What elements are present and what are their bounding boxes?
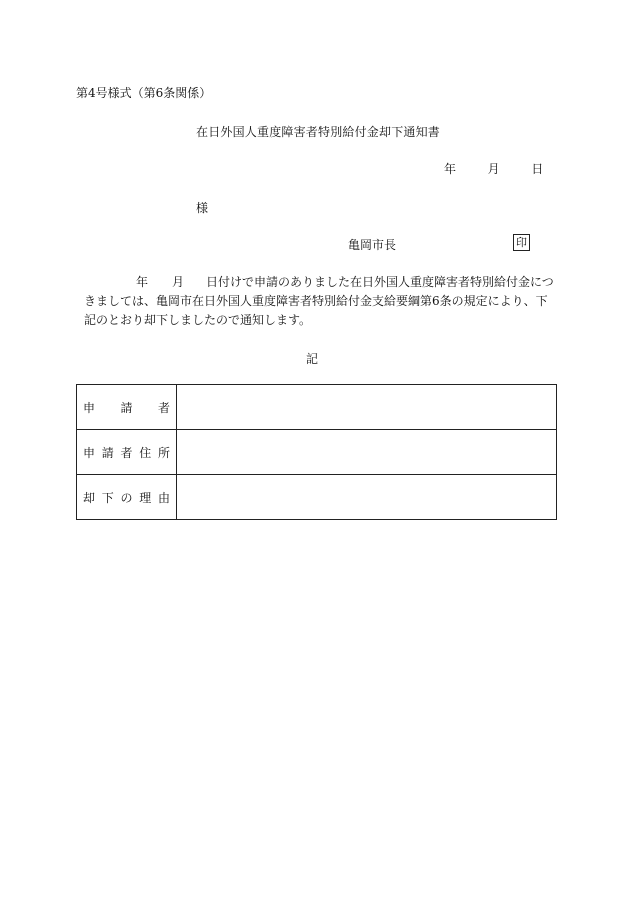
- applicant-label-cell: [77, 385, 177, 430]
- date-day-label: 日: [531, 162, 544, 176]
- record-heading: 記: [306, 352, 319, 366]
- table-row: [77, 475, 557, 520]
- table-row: [77, 385, 557, 430]
- date-year-label: 年: [444, 162, 457, 176]
- body-year-label: 年: [136, 275, 149, 289]
- detail-table: [76, 384, 557, 520]
- document-title: 在日外国人重度障害者特別給付金却下通知書: [196, 125, 441, 139]
- addressee-suffix: 様: [196, 201, 209, 215]
- applicant-label: 申請者: [83, 400, 170, 415]
- applicant-value: [177, 385, 557, 430]
- reason-value: [177, 475, 557, 520]
- seal-mark: 印: [513, 234, 530, 251]
- table-row: [77, 430, 557, 475]
- date-line: [444, 160, 543, 177]
- address-value: [177, 430, 557, 475]
- address-label-cell: [77, 430, 177, 475]
- body-month-label: 月: [172, 275, 185, 289]
- body-text: 日付けで申請のありました在日外国人重度障害者特別給付金につきましては、亀岡市在日外国人重度障害者特別給付金支給要綱第6条の規定により、下記のとおり却下しましたので通知します。: [84, 275, 554, 327]
- notice-body: [84, 273, 554, 330]
- address-label: 申請者住所: [83, 445, 170, 460]
- sender-name: 亀岡市長: [348, 238, 397, 252]
- reason-label: 却下の理由: [83, 490, 170, 505]
- date-month-label: 月: [487, 162, 500, 176]
- reason-label-cell: [77, 475, 177, 520]
- form-number: 第4号様式（第6条関係）: [76, 86, 212, 100]
